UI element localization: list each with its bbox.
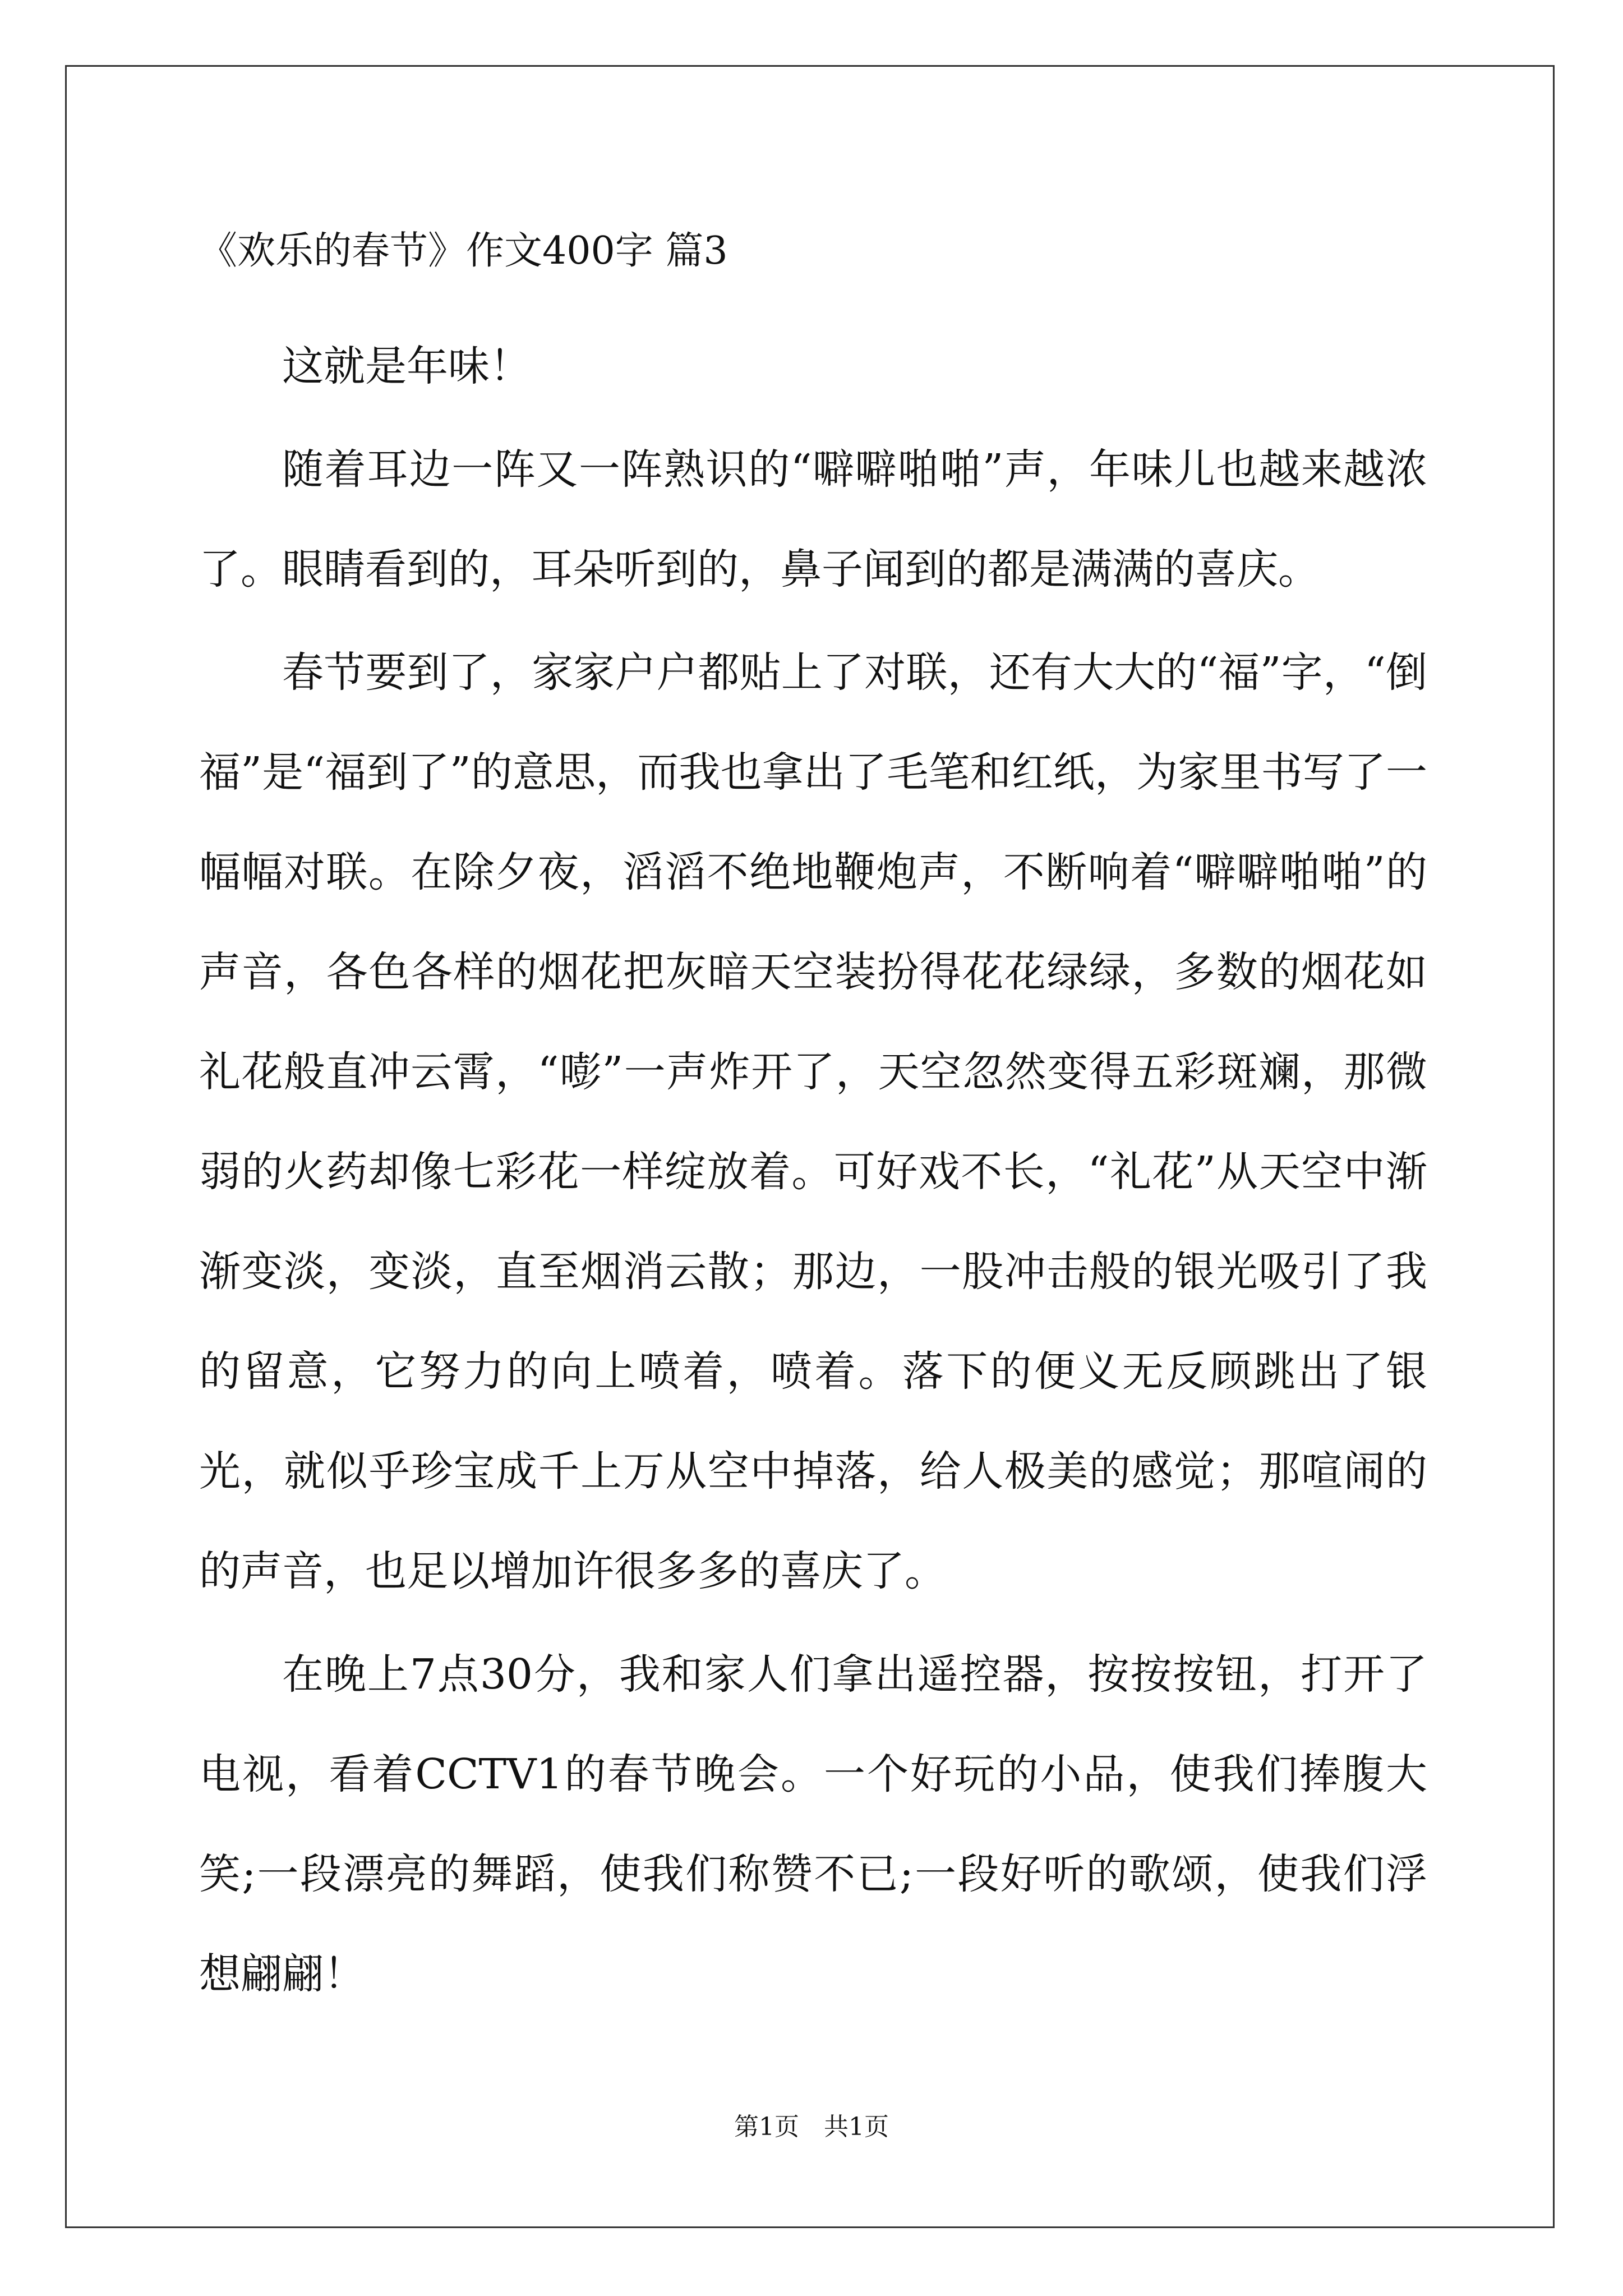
paragraph-4: 在晚上7点30分，我和家人们拿出遥控器，按按按钮，打开了电视，看着CCTV1的春节晚会。一个好玩的小品，使我们捧腹大笑;一段漂亮的舞蹈，使我们称赞不已;一段好听的歌颂，使我们浮想翩翩！ [199,1650,1427,1998]
paragraph-3: 春节要到了，家家户户都贴上了对联，还有大大的“福”字，“倒福”是“福到了”的意思，而我也拿出了毛笔和红纸，为家里书写了一幅幅对联。在除夕夜，滔滔不绝地鞭炮声，不断响着“噼噼啪啪”的声音，各色各样的烟花把灰暗天空装扮得花花绿绿，多数的烟花如礼花般直冲云霄，“嘭”一声炸开了，天空忽然变得五彩斑斓，那微弱的火药却像七彩花一样绽放着。可好戏不长，“礼花”从天空中渐渐变淡，变淡，直至烟消云散；那边，一股冲击般的银光吸引了我的留意，它努力的向上喷着，喷着。落下的便义无反顾跳出了银光，就似乎珍宝成千上万从空中掉落，给人极美的感觉；那喧闹的的声音，也足以增加许很多多的喜庆了。 [199,648,1427,1595]
paragraph-2: 随着耳边一阵又一阵熟识的“噼噼啪啪”声，年味儿也越来越浓了。眼睛看到的，耳朵听到的，鼻子闻到的都是满满的喜庆。 [199,445,1427,593]
paragraph-1: 这就是年味！ [282,342,531,390]
page-footer: 第1页 共1页 [734,2113,889,2141]
document-body [199,218,1427,2024]
document-title: 《欢乐的春节》作文400字 篇3 [199,229,728,273]
